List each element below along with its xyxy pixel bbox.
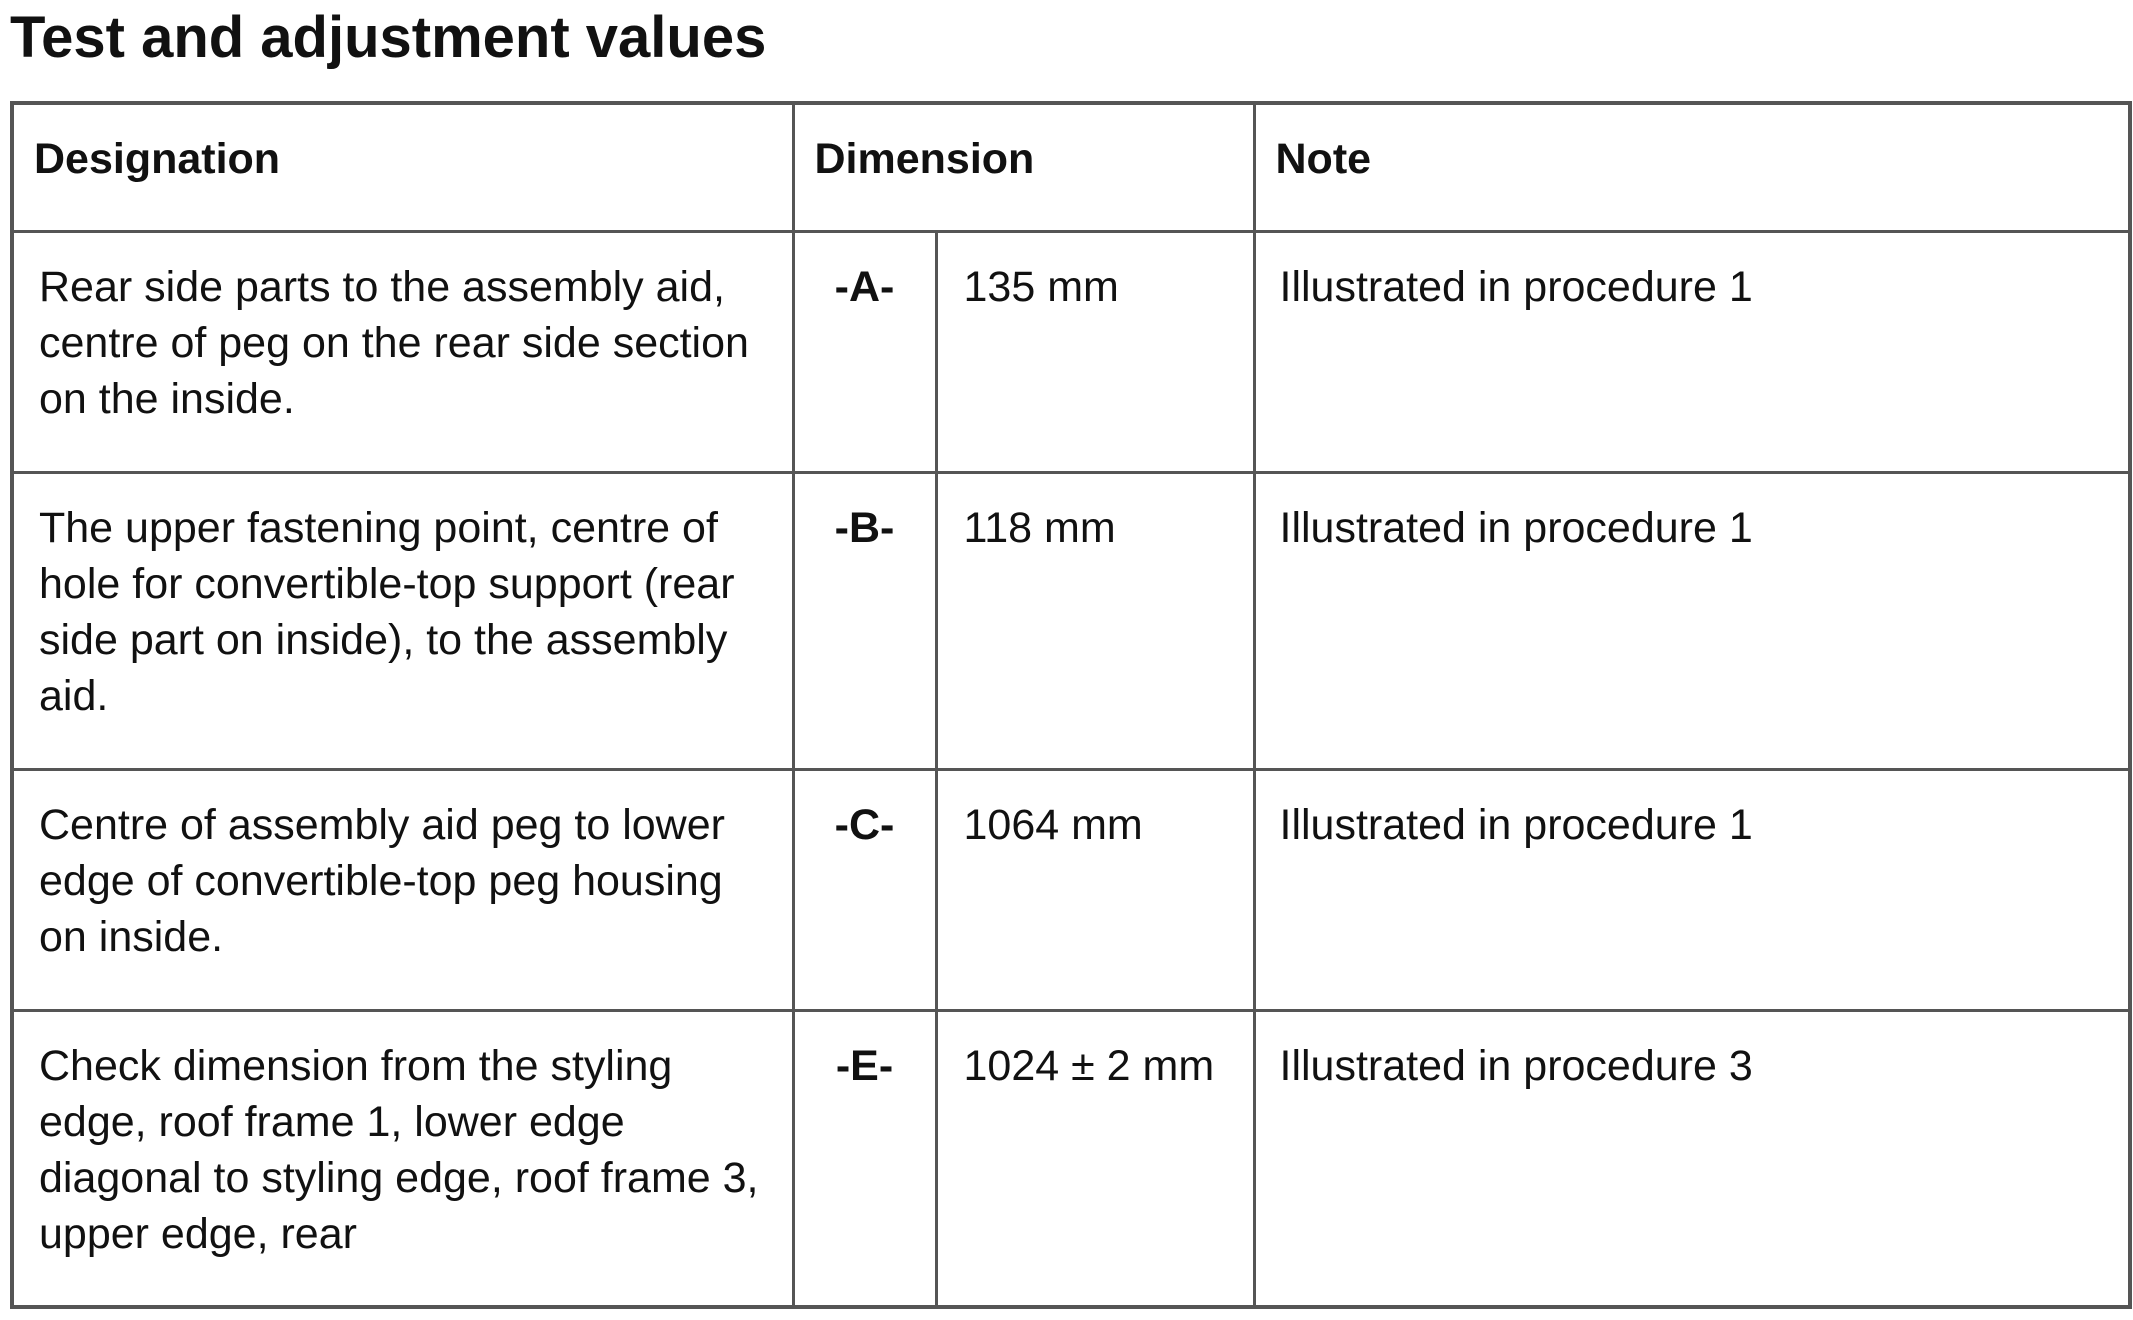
dimension-letter-cell: -A- [793,231,936,472]
designation-cell: Rear side parts to the assembly aid, centre of peg on the rear side section on the inside. [12,231,793,472]
dimension-value-cell: 118 mm [936,472,1254,769]
note-cell: Illustrated in procedure 1 [1254,472,2130,769]
designation-cell: Check dimension from the styling edge, roof frame 1, lower edge diagonal to styling edge, roof frame 3, upper edge, rear [12,1010,793,1307]
designation-cell: Centre of assembly aid peg to lower edge of convertible-top peg housing on inside. [12,769,793,1010]
dimension-letter-cell: -E- [793,1010,936,1307]
note-cell: Illustrated in procedure 1 [1254,769,2130,1010]
dimension-letter-cell: -B- [793,472,936,769]
dimension-value-cell: 135 mm [936,231,1254,472]
header-note: Note [1254,103,2130,231]
test-values-table [10,101,2132,1309]
dimension-value-cell: 1024 ± 2 mm [936,1010,1254,1307]
dimension-value-cell: 1064 mm [936,769,1254,1010]
table-row [12,1010,2130,1307]
table-row [12,472,2130,769]
header-dimension: Dimension [793,103,1254,231]
header-designation: Designation [12,103,793,231]
note-cell: Illustrated in procedure 1 [1254,231,2130,472]
page-title: Test and adjustment values [10,5,767,70]
table-header-row [12,103,2130,231]
table-row [12,769,2130,1010]
designation-cell: The upper fastening point, centre of hole for convertible-top support (rear side part on inside), to the assembly aid. [12,472,793,769]
note-cell: Illustrated in procedure 3 [1254,1010,2130,1307]
table-row [12,231,2130,472]
dimension-letter-cell: -C- [793,769,936,1010]
